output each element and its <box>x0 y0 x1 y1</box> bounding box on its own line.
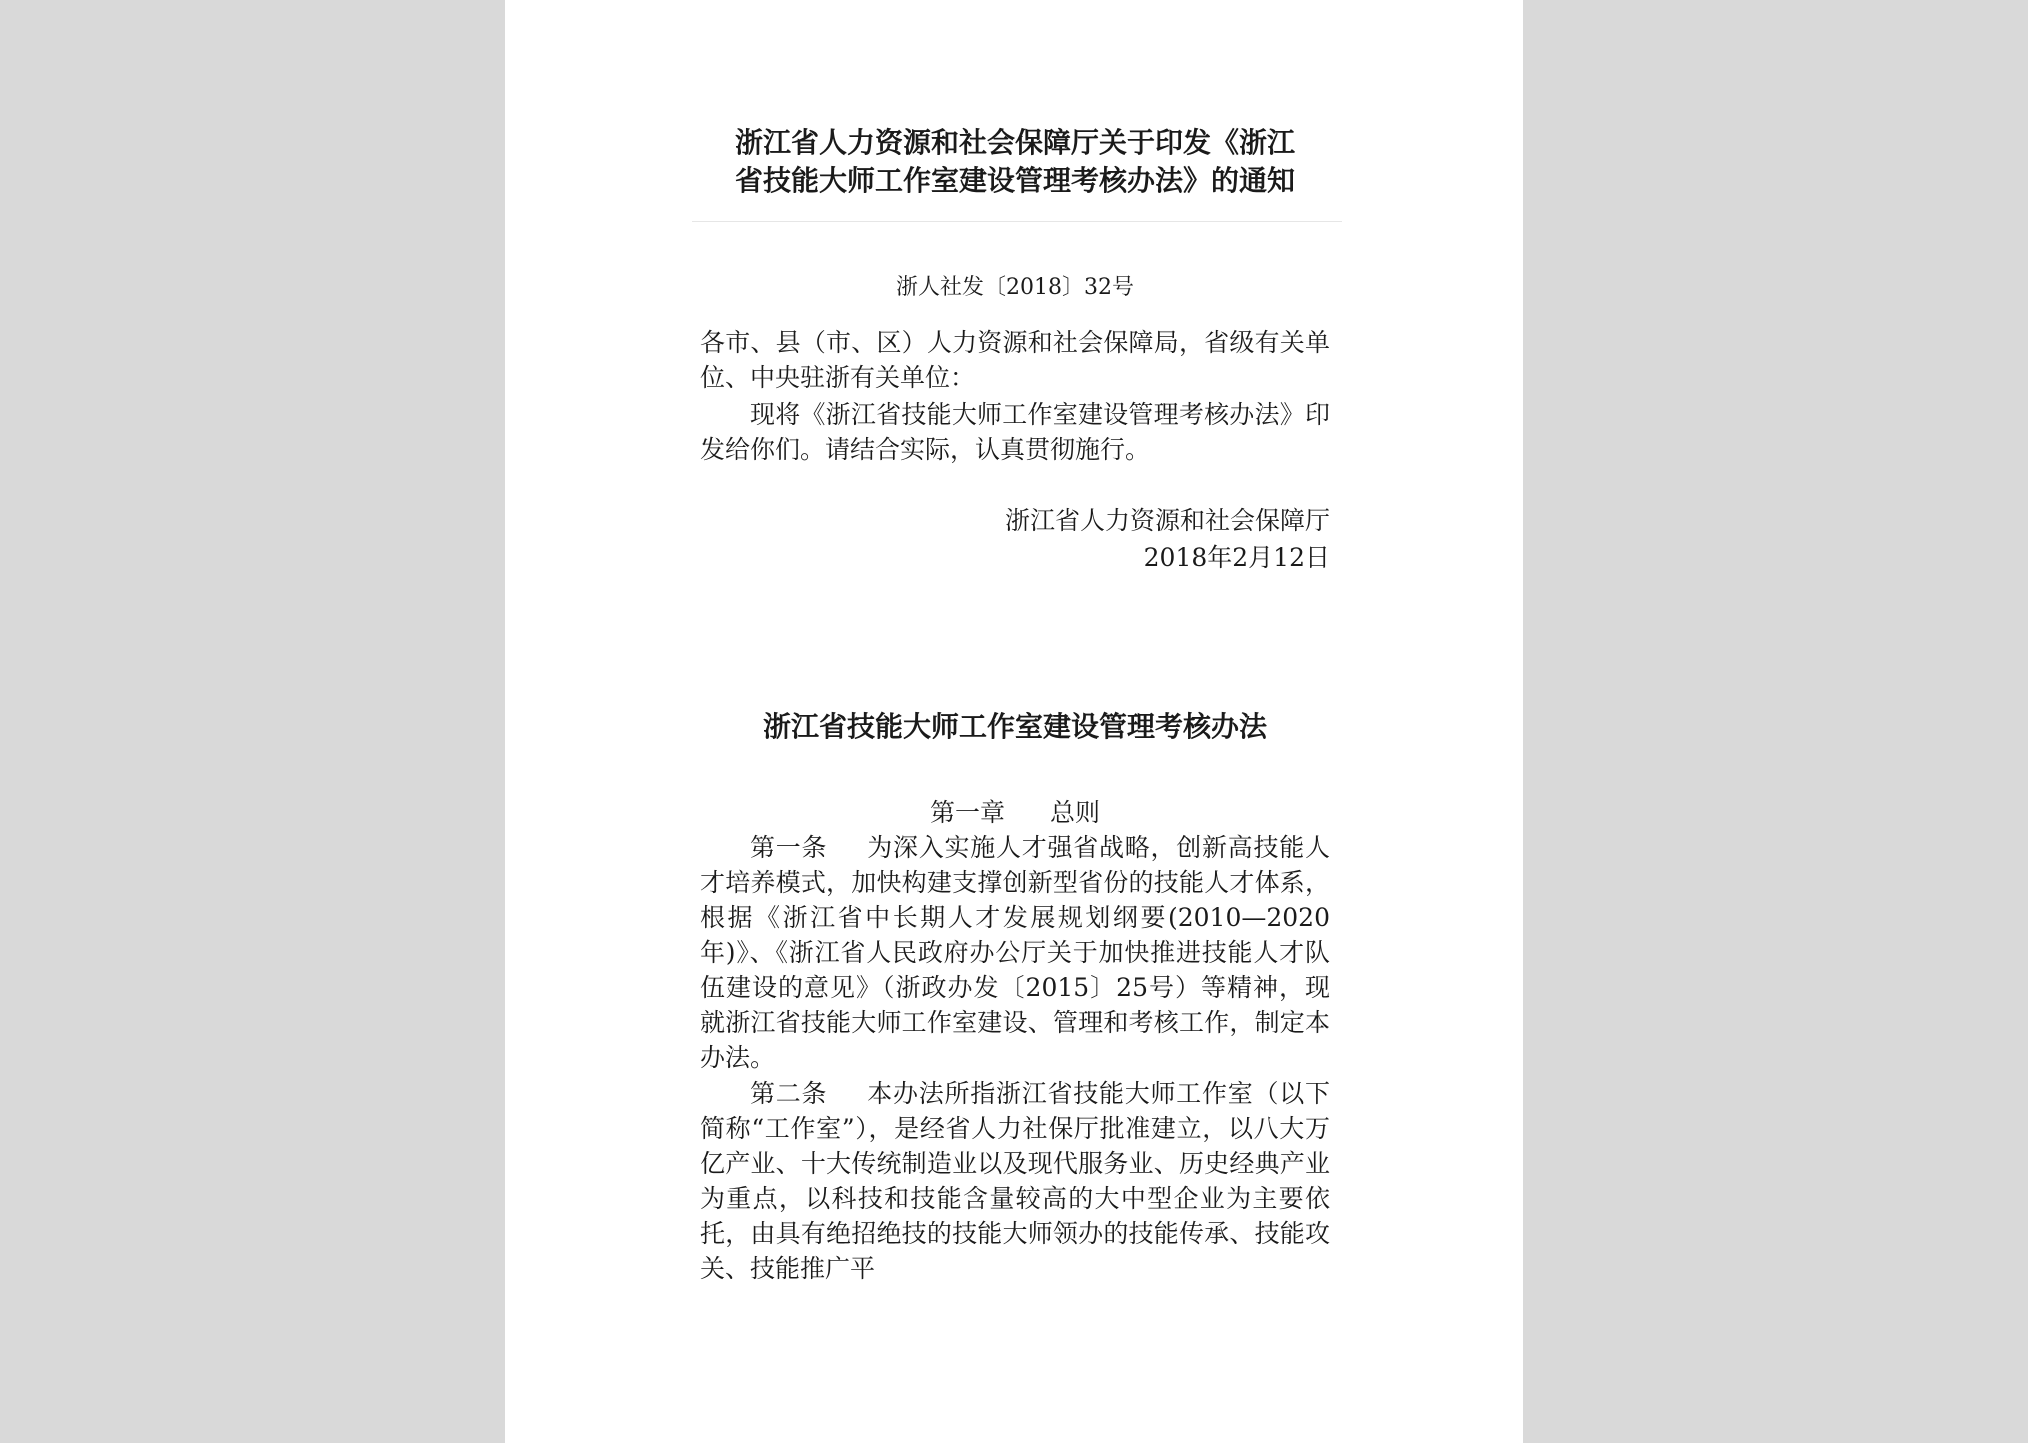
article-text: 为深入实施人才强省战略，创新高技能人才培养模式，加快构建支撑创新型省份的技能人才体系，根据《浙江省中长期人才发展规划纲要(2010—2020年)》、《浙江省人民政府办公厅关于加快推进技能人才队伍建设的意见》（浙政办发〔2015〕25号）等精神，现就浙江省技能大师工作室建设、管理和考核工作，制定本办法。 <box>700 833 1330 1072</box>
chapter-name: 总则 <box>1050 798 1101 827</box>
signer-organization: 浙江省人力资源和社会保障厅 <box>1004 506 1330 535</box>
notice-title-line1: 浙江省人力资源和社会保障厅关于印发《浙江 <box>734 126 1295 159</box>
measures-title: 浙江省技能大师工作室建设管理考核办法 <box>762 710 1267 743</box>
signer-date: 2018年2月12日 <box>1143 543 1330 572</box>
addressee: 各市、县（市、区）人力资源和社会保障局，省级有关单位、中央驻浙有关单位： <box>700 328 1330 392</box>
notice-title <box>700 124 1330 200</box>
document-page <box>505 0 1523 1443</box>
notice-title-line2: 省技能大师工作室建设管理考核办法》的通知 <box>734 164 1295 197</box>
title-divider <box>692 221 1342 222</box>
document-number: 浙人社发〔2018〕32号 <box>896 275 1134 300</box>
article-number: 第一条 <box>750 833 828 862</box>
article-text: 本办法所指浙江省技能大师工作室（以下简称“工作室”），是经省人力社保厅批准建立，以八大万亿产业、十大传统制造业以及现代服务业、历史经典产业为重点，以科技和技能含量较高的大中型企业为主要依托，由具有绝招绝技的技能大师领办的技能传承、技能攻关、技能推广平 <box>700 1079 1330 1283</box>
chapter-heading <box>700 795 1330 830</box>
article-number: 第二条 <box>750 1079 828 1108</box>
article <box>700 1076 1330 1286</box>
article <box>700 830 1330 1075</box>
notice-body: 现将《浙江省技能大师工作室建设管理考核办法》印发给你们。请结合实际，认真贯彻施行。 <box>700 400 1330 464</box>
chapter-number: 第一章 <box>929 798 1005 827</box>
